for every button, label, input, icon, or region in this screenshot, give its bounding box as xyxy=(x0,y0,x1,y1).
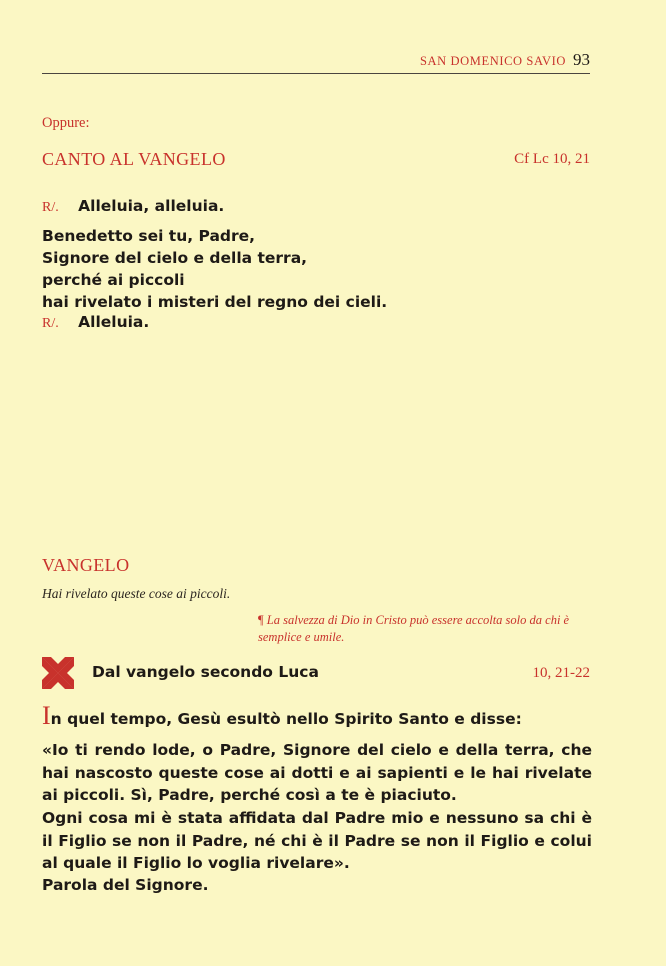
gospel-paragraph-1 xyxy=(42,701,592,731)
oppure-label: Oppure: xyxy=(42,115,90,131)
response-symbol: R/. xyxy=(42,200,59,215)
drop-cap: I xyxy=(42,701,51,730)
canto-response-2 xyxy=(42,313,149,332)
header-divider xyxy=(42,73,590,74)
gospel-reference: 10, 21-22 xyxy=(532,665,590,681)
canto-title: CANTO AL VANGELO xyxy=(42,149,226,169)
vangelo-summary xyxy=(258,612,592,645)
canto-response-1 xyxy=(42,197,224,216)
verse-line: Signore del cielo e della terra, xyxy=(42,249,308,267)
gospel-announcement: Dal vangelo secondo Luca xyxy=(92,663,319,681)
response-text: Alleluia, alleluia. xyxy=(78,197,225,215)
page-number: 93 xyxy=(573,50,590,69)
response-symbol: R/. xyxy=(42,316,59,331)
verse-line: Benedetto sei tu, Padre, xyxy=(42,227,256,245)
vangelo-subtitle: Hai rivelato queste cose ai piccoli. xyxy=(42,586,231,601)
paragraph-text: n quel tempo, Gesù esultò nello Spirito Santo e disse: xyxy=(50,710,522,728)
vangelo-title: VANGELO xyxy=(42,555,130,575)
pilcrow-icon: ¶ xyxy=(258,613,264,627)
verse-line: hai rivelato i misteri del regno dei cieli. xyxy=(42,293,388,311)
gospel-paragraph-2: «Io ti rendo lode, o Padre, Signore del cielo e della terra, che hai nascosto queste cose ai dotti e ai sapienti e le hai rivelate ai piccoli. Sì, Padre, perché così a te è piaciuto. xyxy=(42,741,592,804)
summary-text: La salvezza di Dio in Cristo può essere accolta solo da chi è semplice e umile. xyxy=(258,613,570,644)
gospel-paragraph-3: Ogni cosa mi è stata affidata dal Padre mio e nessuno sa chi è il Figlio se non il Padre, né chi è il Padre se non il Figlio e colui al quale il Figlio lo voglia rivelare». xyxy=(42,809,592,872)
response-text: Alleluia. xyxy=(78,313,150,331)
verse-line: perché ai piccoli xyxy=(42,271,185,289)
canto-verse xyxy=(42,225,387,313)
canto-reference: Cf Lc 10, 21 xyxy=(514,151,590,167)
running-title: SAN DOMENICO SAVIO xyxy=(420,54,566,68)
cross-emblem-icon xyxy=(40,655,76,691)
gospel-closing: Parola del Signore. xyxy=(42,876,209,894)
